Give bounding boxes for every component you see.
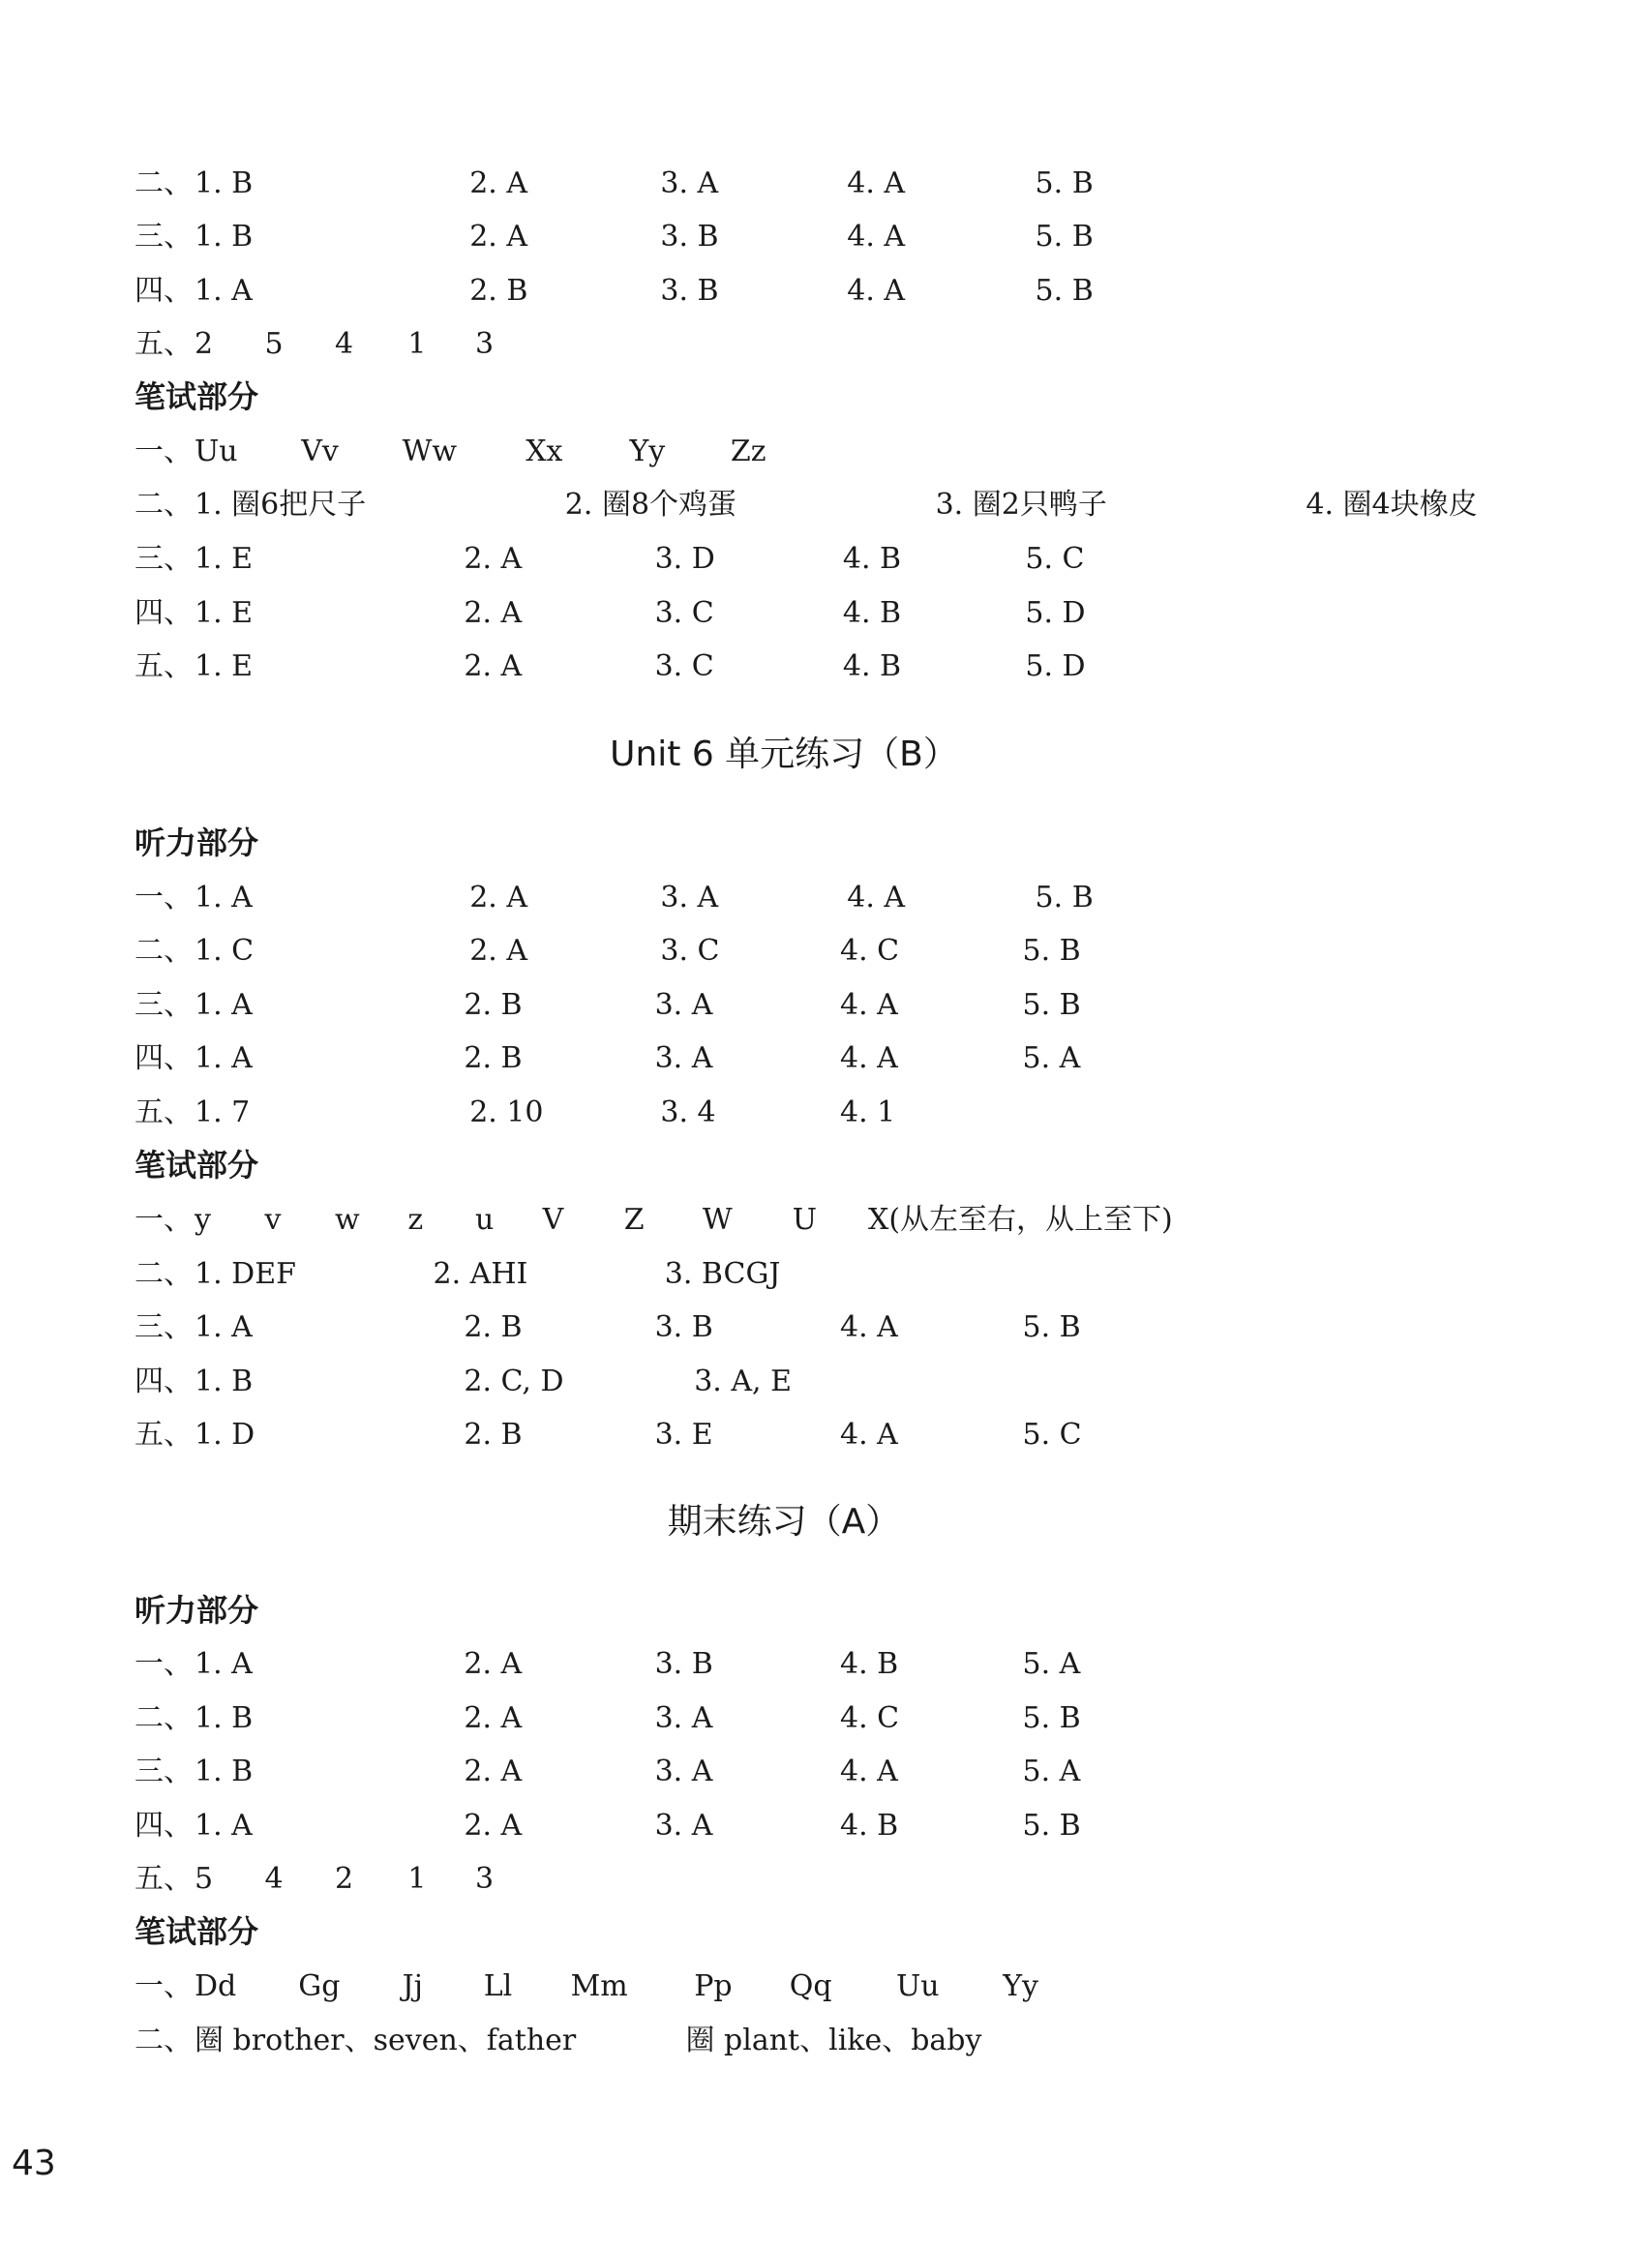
answer-item: 2. B xyxy=(464,1418,523,1452)
answer-item: 4. A xyxy=(847,220,906,254)
answer-item: 5. C xyxy=(1022,1418,1082,1452)
answer-item: Uu xyxy=(195,435,238,468)
answer-item: 1. B xyxy=(195,1755,254,1788)
answer-item: 3. A xyxy=(654,1755,713,1788)
answer-item: U xyxy=(792,1203,817,1237)
answer-item: 2. A xyxy=(464,1647,523,1681)
answer-item: 5 xyxy=(195,1862,214,1896)
answer-item: 4 xyxy=(335,327,354,361)
section-heading: 笔试部分 xyxy=(135,1913,259,1950)
section-number: 五、 xyxy=(135,1095,193,1129)
answer-item: 1 xyxy=(407,1862,427,1896)
answer-item: 1. E xyxy=(195,649,254,683)
answer-item: 2. B xyxy=(464,988,523,1022)
answer-item: 2. A xyxy=(469,881,528,915)
answer-item: 1. B xyxy=(195,166,254,200)
answer-item: 5. D xyxy=(1025,649,1086,683)
answer-item: 1. C xyxy=(195,934,255,968)
answer-item: 1. 7 xyxy=(195,1095,251,1129)
answer-item: 5. B xyxy=(1022,1809,1081,1843)
section-number: 二、 xyxy=(135,166,193,200)
section-number: 一、 xyxy=(135,1647,193,1681)
answer-item: y xyxy=(195,1203,211,1237)
answer-item: 2. A xyxy=(469,166,528,200)
answer-item: Ll xyxy=(483,1969,513,2003)
section-heading: 听力部分 xyxy=(135,825,259,861)
section-number: 二、 xyxy=(135,1701,193,1735)
answer-item: 4. B xyxy=(842,649,902,683)
section-number: 五、 xyxy=(135,327,193,361)
answer-item: 4. B xyxy=(840,1647,899,1681)
answer-item: 3. A xyxy=(654,988,713,1022)
answer-item: 3. C xyxy=(660,934,720,968)
section-number: 四、 xyxy=(135,1365,193,1398)
answer-item: Jj xyxy=(402,1969,423,2003)
answer-item: 2. B xyxy=(464,1310,523,1344)
section-number: 五、 xyxy=(135,1862,193,1896)
answer-item: 3. B xyxy=(660,220,719,254)
section-number: 三、 xyxy=(135,220,193,254)
answer-item: 1. A xyxy=(195,988,253,1022)
answer-item: 2. C, D xyxy=(464,1365,564,1398)
answer-item: 3. C xyxy=(654,596,714,630)
section-heading: 笔试部分 xyxy=(135,378,259,415)
section-number: 二、 xyxy=(135,1257,193,1291)
section-number: 二、 xyxy=(135,934,193,968)
answer-item: 2. A xyxy=(464,649,523,683)
answer-item: v xyxy=(264,1203,282,1237)
answer-item: 3. 圈2只鸭子 xyxy=(935,488,1107,522)
answer-item: 2. A xyxy=(464,542,523,576)
answer-item: 3. A xyxy=(654,1701,713,1735)
section-number: 一、 xyxy=(135,1203,193,1237)
answer-item: Xx xyxy=(526,435,563,468)
answer-item: 4. A xyxy=(847,274,906,308)
answer-item: 5. A xyxy=(1022,1755,1081,1788)
answer-item: 3. C xyxy=(654,649,714,683)
answer-item: 1. B xyxy=(195,220,254,254)
answer-item: z xyxy=(407,1203,424,1237)
page-number: 43 xyxy=(12,2144,56,2183)
section-number: 二、 xyxy=(135,2024,193,2057)
answer-item: 5. C xyxy=(1025,542,1085,576)
answer-item: Qq xyxy=(789,1969,832,2003)
answer-item: 2 xyxy=(335,1862,354,1896)
answer-item: 3 xyxy=(475,1862,495,1896)
answer-item: 圈 brother、seven、father xyxy=(195,2024,577,2057)
answer-item: 1. 圈6把尺子 xyxy=(195,488,367,522)
answer-item: 2. AHI xyxy=(433,1257,528,1291)
answer-item: 1. A xyxy=(195,881,253,915)
answer-item: V xyxy=(542,1203,564,1237)
answer-item: Gg xyxy=(298,1969,341,2003)
answer-item: 1. A xyxy=(195,274,253,308)
answer-item: Pp xyxy=(694,1969,733,2003)
section-number: 三、 xyxy=(135,988,193,1022)
answer-item: 2. B xyxy=(464,1041,523,1075)
answer-item: Ww xyxy=(402,435,458,468)
answer-item: Zz xyxy=(730,435,766,468)
answer-item: 5. B xyxy=(1035,220,1094,254)
answer-item: 4 xyxy=(264,1862,284,1896)
answer-item: 2. 圈8个鸡蛋 xyxy=(564,488,737,522)
answer-item: 4. A xyxy=(840,1418,898,1452)
answer-item: 5. B xyxy=(1035,274,1094,308)
answer-item: 2. B xyxy=(469,274,528,308)
answer-item: Yy xyxy=(1003,1969,1038,2003)
section-heading: 听力部分 xyxy=(135,1592,259,1629)
section-number: 一、 xyxy=(135,1969,193,2003)
answer-item: 4. C xyxy=(840,934,900,968)
answer-item: W xyxy=(702,1203,733,1237)
answer-item: 1. E xyxy=(195,596,254,630)
answer-item: 2. A xyxy=(464,1755,523,1788)
answer-item: 1. A xyxy=(195,1647,253,1681)
answer-item: 4. A xyxy=(840,1755,898,1788)
answer-item: 5. D xyxy=(1025,596,1086,630)
answer-item: 4. 圈4块橡皮 xyxy=(1306,488,1478,522)
answer-item: 2. A xyxy=(464,1701,523,1735)
answer-item: 5 xyxy=(264,327,284,361)
answer-item: 1. A xyxy=(195,1310,253,1344)
answer-item: 4. B xyxy=(842,542,902,576)
answer-item: 4. A xyxy=(840,1310,898,1344)
section-number: 四、 xyxy=(135,1041,193,1075)
answer-item: 1. D xyxy=(195,1418,255,1452)
answer-item: 3. A xyxy=(660,166,719,200)
section-heading: 笔试部分 xyxy=(135,1147,259,1184)
answer-item: 2. 10 xyxy=(469,1095,544,1129)
answer-item: 1. B xyxy=(195,1365,254,1398)
section-number: 四、 xyxy=(135,596,193,630)
answer-item: Vv xyxy=(301,435,339,468)
answer-item: 3. BCGJ xyxy=(664,1257,781,1291)
answer-item: 4. A xyxy=(840,988,898,1022)
unit-title: 期末练习（A） xyxy=(667,1502,901,1542)
section-number: 一、 xyxy=(135,435,193,468)
answer-item: u xyxy=(475,1203,495,1237)
answer-item: 3. E xyxy=(654,1418,713,1452)
answer-item: 2 xyxy=(195,327,214,361)
section-number: 四、 xyxy=(135,274,193,308)
answer-item: 3. A, E xyxy=(694,1365,792,1398)
answer-item: 1. B xyxy=(195,1701,254,1735)
section-number: 五、 xyxy=(135,649,193,683)
section-number: 五、 xyxy=(135,1418,193,1452)
section-number: 二、 xyxy=(135,488,193,522)
answer-item: 3. B xyxy=(660,274,719,308)
answer-item: 2. A xyxy=(464,1809,523,1843)
answer-item: 5. B xyxy=(1035,881,1094,915)
answer-item: 5. B xyxy=(1022,934,1081,968)
answer-item: 3. A xyxy=(654,1041,713,1075)
answer-item: 2. A xyxy=(469,220,528,254)
section-number: 三、 xyxy=(135,542,193,576)
section-number: 三、 xyxy=(135,1755,193,1788)
answer-item: 3 xyxy=(475,327,495,361)
answer-item: 1 xyxy=(407,327,427,361)
answer-item: 3. B xyxy=(654,1310,713,1344)
answer-item: 4. B xyxy=(840,1809,899,1843)
answer-item: 4. A xyxy=(847,881,906,915)
answer-item: 4. C xyxy=(840,1701,900,1735)
answer-item: 4. 1 xyxy=(840,1095,896,1129)
answer-item: 5. B xyxy=(1022,1701,1081,1735)
unit-title: Unit 6 单元练习（B） xyxy=(610,735,958,774)
answer-item: 4. A xyxy=(847,166,906,200)
answer-item: 5. B xyxy=(1022,988,1081,1022)
answer-item: Mm xyxy=(570,1969,628,2003)
answer-item: 3. A xyxy=(654,1809,713,1843)
answer-item: 4. A xyxy=(840,1041,898,1075)
section-number: 三、 xyxy=(135,1310,193,1344)
answer-item: 1. A xyxy=(195,1041,253,1075)
answer-item: 1. E xyxy=(195,542,254,576)
answer-item: 3. 4 xyxy=(660,1095,716,1129)
answer-item: Dd xyxy=(195,1969,237,2003)
answer-item: 圈 plant、like、baby xyxy=(685,2024,982,2057)
answer-item: Uu xyxy=(896,1969,940,2003)
section-number: 一、 xyxy=(135,881,193,915)
answer-item: 1. A xyxy=(195,1809,253,1843)
answer-item: 5. B xyxy=(1022,1310,1081,1344)
answer-item: Yy xyxy=(629,435,666,468)
answer-item: 2. A xyxy=(464,596,523,630)
answer-item: 5. A xyxy=(1022,1041,1081,1075)
answer-item: Z xyxy=(623,1203,645,1237)
answer-item: 5. B xyxy=(1035,166,1094,200)
answer-item: 2. A xyxy=(469,934,528,968)
answer-item: X(从左至右，从上至下) xyxy=(868,1203,1173,1237)
answer-item: 3. B xyxy=(654,1647,713,1681)
answer-item: 1. DEF xyxy=(195,1257,296,1291)
answer-item: 3. A xyxy=(660,881,719,915)
answer-item: w xyxy=(335,1203,360,1237)
answer-item: 3. D xyxy=(654,542,715,576)
answer-item: 4. B xyxy=(842,596,902,630)
section-number: 四、 xyxy=(135,1809,193,1843)
answer-item: 5. A xyxy=(1022,1647,1081,1681)
